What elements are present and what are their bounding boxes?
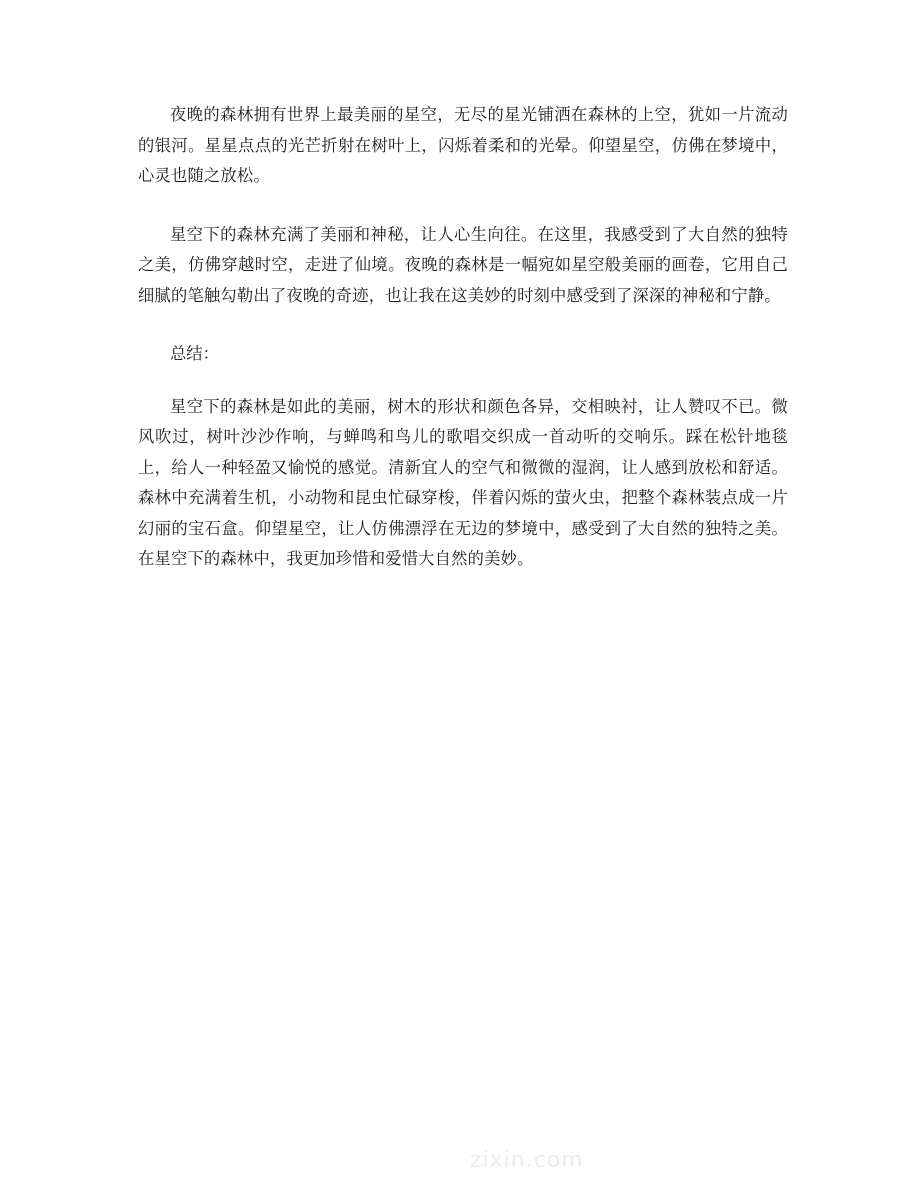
watermark: zixin.com (470, 1148, 584, 1173)
summary-paragraph: 星空下的森林是如此的美丽，树木的形状和颜色各异，交相映衬，让人赞叹不已。微风吹过，树叶沙沙作响，与蝉鸣和鸟儿的歌唱交织成一首动听的交响乐。踩在松针地毯上，给人一种轻盈又愉悦的感觉。清新宜人的空气和微微的湿润，让人感到放松和舒适。森林中充满着生机，小动物和昆虫忙碌穿梭，伴着闪烁的萤火虫，把整个森林装点成一片幻丽的宝石盒。仰望星空，让人仿佛漂浮在无边的梦境中，感受到了大自然的独特之美。在星空下的森林中，我更加珍惜和爱惜大自然的美妙。 (138, 396, 788, 568)
document-body (138, 100, 788, 603)
paragraph-2: 星空下的森林充满了美丽和神秘，让人心生向往。在这里，我感受到了大自然的独特之美，仿佛穿越时空，走进了仙境。夜晚的森林是一幅宛如星空般美丽的画卷，它用自己细腻的笔触勾勒出了夜晚的奇迹，也让我在这美妙的时刻中感受到了深深的神秘和宁静。 (138, 224, 788, 305)
summary-heading: 总结： (170, 344, 219, 363)
paragraph-1: 夜晚的森林拥有世界上最美丽的星空，无尽的星光铺洒在森林的上空，犹如一片流动的银河。星星点点的光芒折射在树叶上，闪烁着柔和的光晕。仰望星空，仿佛在梦境中，心灵也随之放松。 (138, 105, 788, 185)
